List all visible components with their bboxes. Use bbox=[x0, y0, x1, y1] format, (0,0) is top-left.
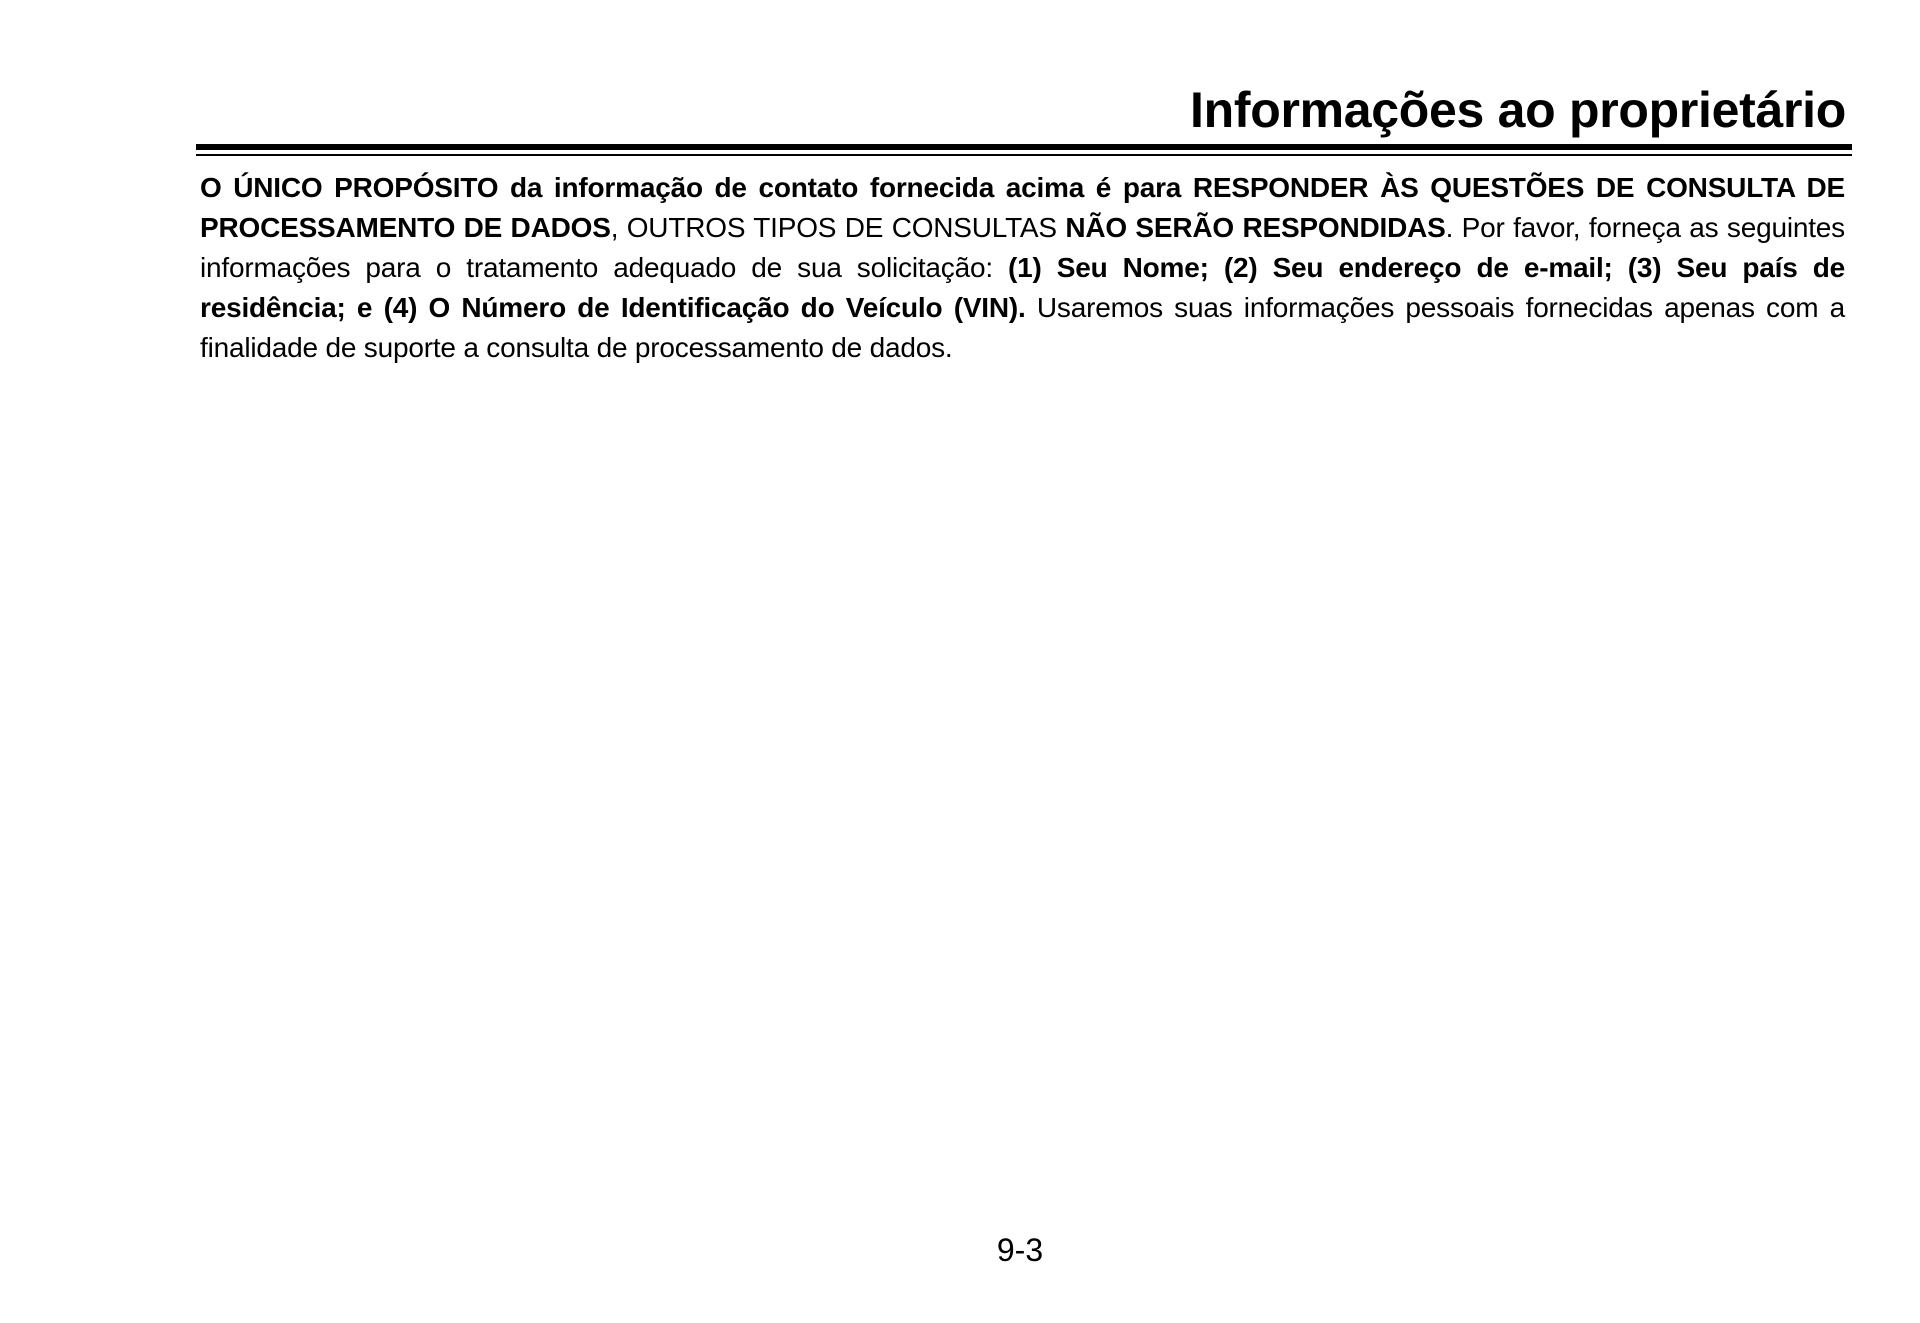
page-title: Informações ao proprietário bbox=[1190, 82, 1846, 138]
paragraph-bold-segment: NÃO SERÃO RESPONDIDAS bbox=[1065, 212, 1446, 243]
paragraph-segment: . Por favor, forneça as seguintes informações para o tratamento adequado de sua solicitação: bbox=[200, 212, 1845, 283]
page-number: 9-3 bbox=[996, 1232, 1044, 1268]
paragraph-bold-segment: (1) Seu Nome; (2) Seu endereço de e-mail; (3) Seu país de residência; e (4) O Número de Identificação do Veículo (VIN). bbox=[200, 252, 1845, 323]
paragraph-bold-segment: O ÚNICO PROPÓSITO da informação de contato fornecida acima é para RESPONDER ÀS QUESTÕES DE CONSULTA DE PROCESSAMENTO DE DADOS bbox=[200, 172, 1845, 243]
header-rule-thin bbox=[196, 154, 1852, 156]
header-rule-thick bbox=[196, 144, 1852, 150]
privacy-paragraph bbox=[200, 168, 1845, 368]
paragraph-segment: , OUTROS TIPOS DE CONSULTAS bbox=[610, 212, 1066, 243]
paragraph-segment: Usaremos suas informações pessoais fornecidas apenas com a finalidade de suporte a consulta de processamento de dados. bbox=[200, 292, 1845, 363]
page-header bbox=[196, 78, 1852, 156]
